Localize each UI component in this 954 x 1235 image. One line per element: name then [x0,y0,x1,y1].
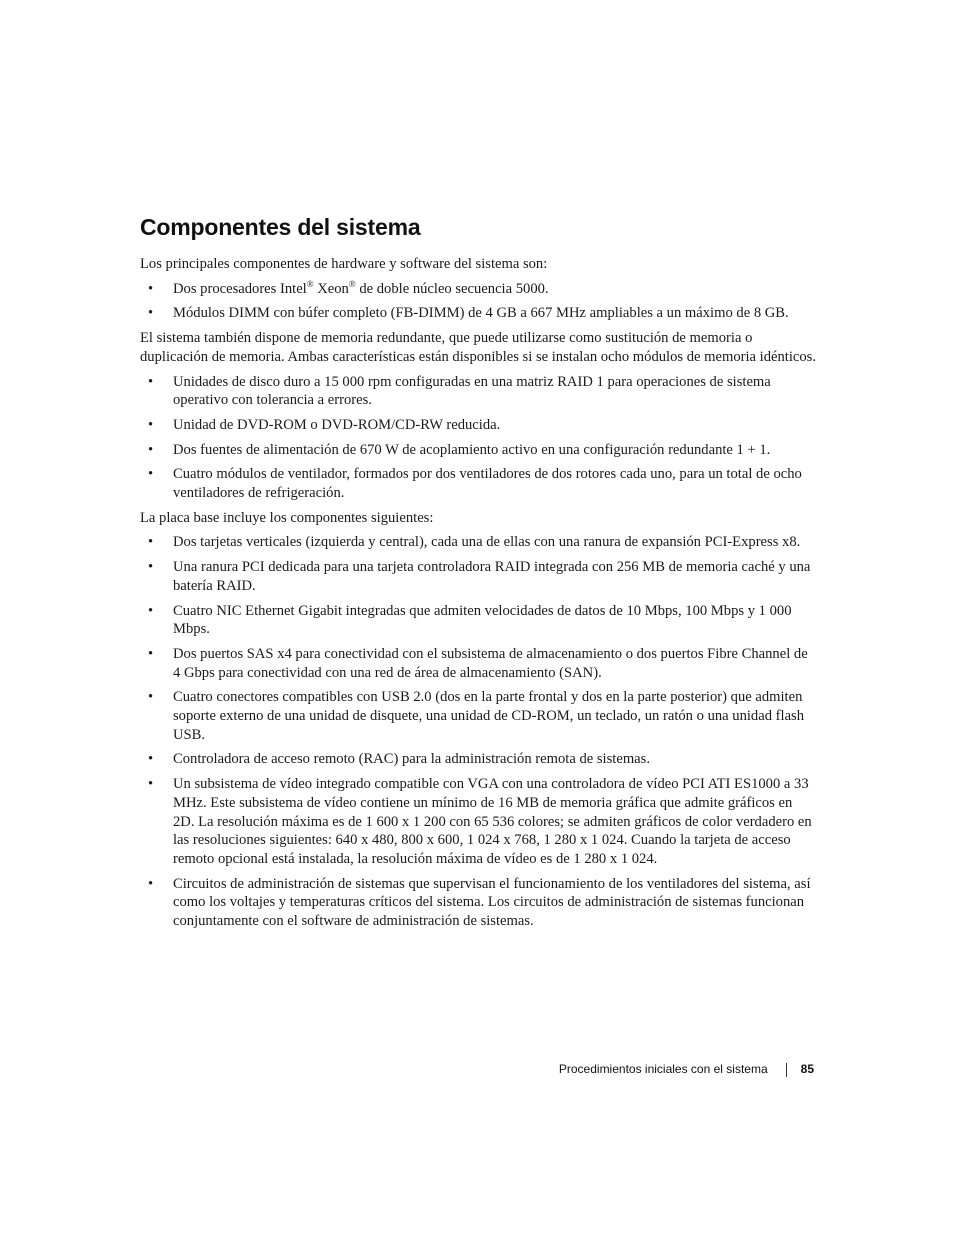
motherboard-list [140,533,816,930]
list-item: • Circuitos de administración de sistemas que supervisan el funcionamiento de los ventiladores del sistema, así como los voltajes y temperaturas críticos del sistema. Los circuitos de administración de sistemas funcionan conjuntamente con el software de administración de sistemas. [148,875,811,930]
bullet-icon: • [148,373,154,390]
bullet-icon: • [148,280,154,297]
list-item: • Un subsistema de vídeo integrado compatible con VGA con una controladora de vídeo PCI ATI ES1000 a 33 MHz. Este subsistema de vídeo contiene un mínimo de 16 MB de memoria gráfica que admite gráficos en 2D. La resolución máxima es de 1 600 x 1 200 con 65 536 colores; se admiten gráficos de color verdadero en las resoluciones siguientes: 640 x 480, 800 x 600, 1 024 x 768, 1 280 x 1 024. Cuando la tarjeta de acceso remoto opcional está instalada, la resolución máxima de vídeo es de 1 280 x 1 024. [148,776,812,867]
body-text [140,255,816,937]
list-item: • Cuatro módulos de ventilador, formados por dos ventiladores de dos rotores cada uno, para un total de ocho ventiladores de refrigeración. [148,466,802,502]
bullet-icon: • [148,441,154,458]
bullet-icon: • [148,645,154,662]
bullet-icon: • [148,466,154,483]
list-item: • Dos fuentes de alimentación de 670 W de acoplamiento activo en una configuración redundante 1 + 1. [148,441,771,458]
list-item: • Dos tarjetas verticales (izquierda y central), cada una de ellas con una ranura de expansión PCI-Express x8. [148,534,801,551]
page-number: 85 [800,1062,814,1076]
bullet-icon: • [148,416,154,433]
list-item: • Dos puertos SAS x4 para conectividad con el subsistema de almacenamiento o dos puertos Fibre Channel de 4 Gbps para conectividad con una red de área de almacenamiento (SAN). [148,645,808,681]
intro-paragraph: Los principales componentes de hardware y software del sistema son: [140,256,548,272]
bullet-icon: • [148,305,154,322]
list-item: • Una ranura PCI dedicada para una tarjeta controladora RAID integrada con 256 MB de memoria caché y una batería RAID. [148,559,811,594]
bullet-icon: • [148,559,154,576]
list-item: • Módulos DIMM con búfer completo (FB-DIMM) de 4 GB a 667 MHz ampliables a un máximo de 8 GB. [148,305,789,322]
list-item: • Unidad de DVD-ROM o DVD-ROM/CD-RW reducida. [148,416,501,433]
storage-power-list [140,373,816,503]
page-footer [559,1062,814,1077]
redundant-memory-paragraph: El sistema también dispone de memoria redundante, que puede utilizarse como sustitución de memoria o duplicación de memoria. Ambas características están disponibles si se instalan ocho módulos de memoria idénticos. [140,330,817,365]
list-item: • Cuatro NIC Ethernet Gigabit integradas que admiten velocidades de datos de 10 Mbps, 100 Mbps y 1 000 Mbps. [148,602,792,638]
footer-divider [786,1063,787,1077]
list-item: • Dos procesadores Intel® Xeon® de doble núcleo secuencia 5000. [148,278,549,297]
bullet-icon: • [148,776,154,793]
list-item: • Unidades de disco duro a 15 000 rpm configuradas en una matriz RAID 1 para operaciones de sistema operativo con tolerancia a errores. [148,373,771,409]
bullet-icon: • [148,875,154,892]
footer-section-title: Procedimientos iniciales con el sistema [558,1062,768,1076]
bullet-icon: • [148,751,154,768]
page-title: Componentes del sistema [140,214,421,240]
processor-memory-list [140,280,816,323]
bullet-icon: • [148,602,154,619]
list-item: • Controladora de acceso remoto (RAC) para la administración remota de sistemas. [148,751,650,768]
list-item: • Cuatro conectores compatibles con USB 2.0 (dos en la parte frontal y dos en la parte posterior) que admiten soporte externo de una unidad de disquete, una unidad de CD-ROM, un teclado, un ratón o una unidad flash USB. [148,689,805,743]
bullet-icon: • [148,534,154,551]
motherboard-paragraph: La placa base incluye los componentes siguientes: [140,509,434,526]
bullet-icon: • [148,689,154,706]
